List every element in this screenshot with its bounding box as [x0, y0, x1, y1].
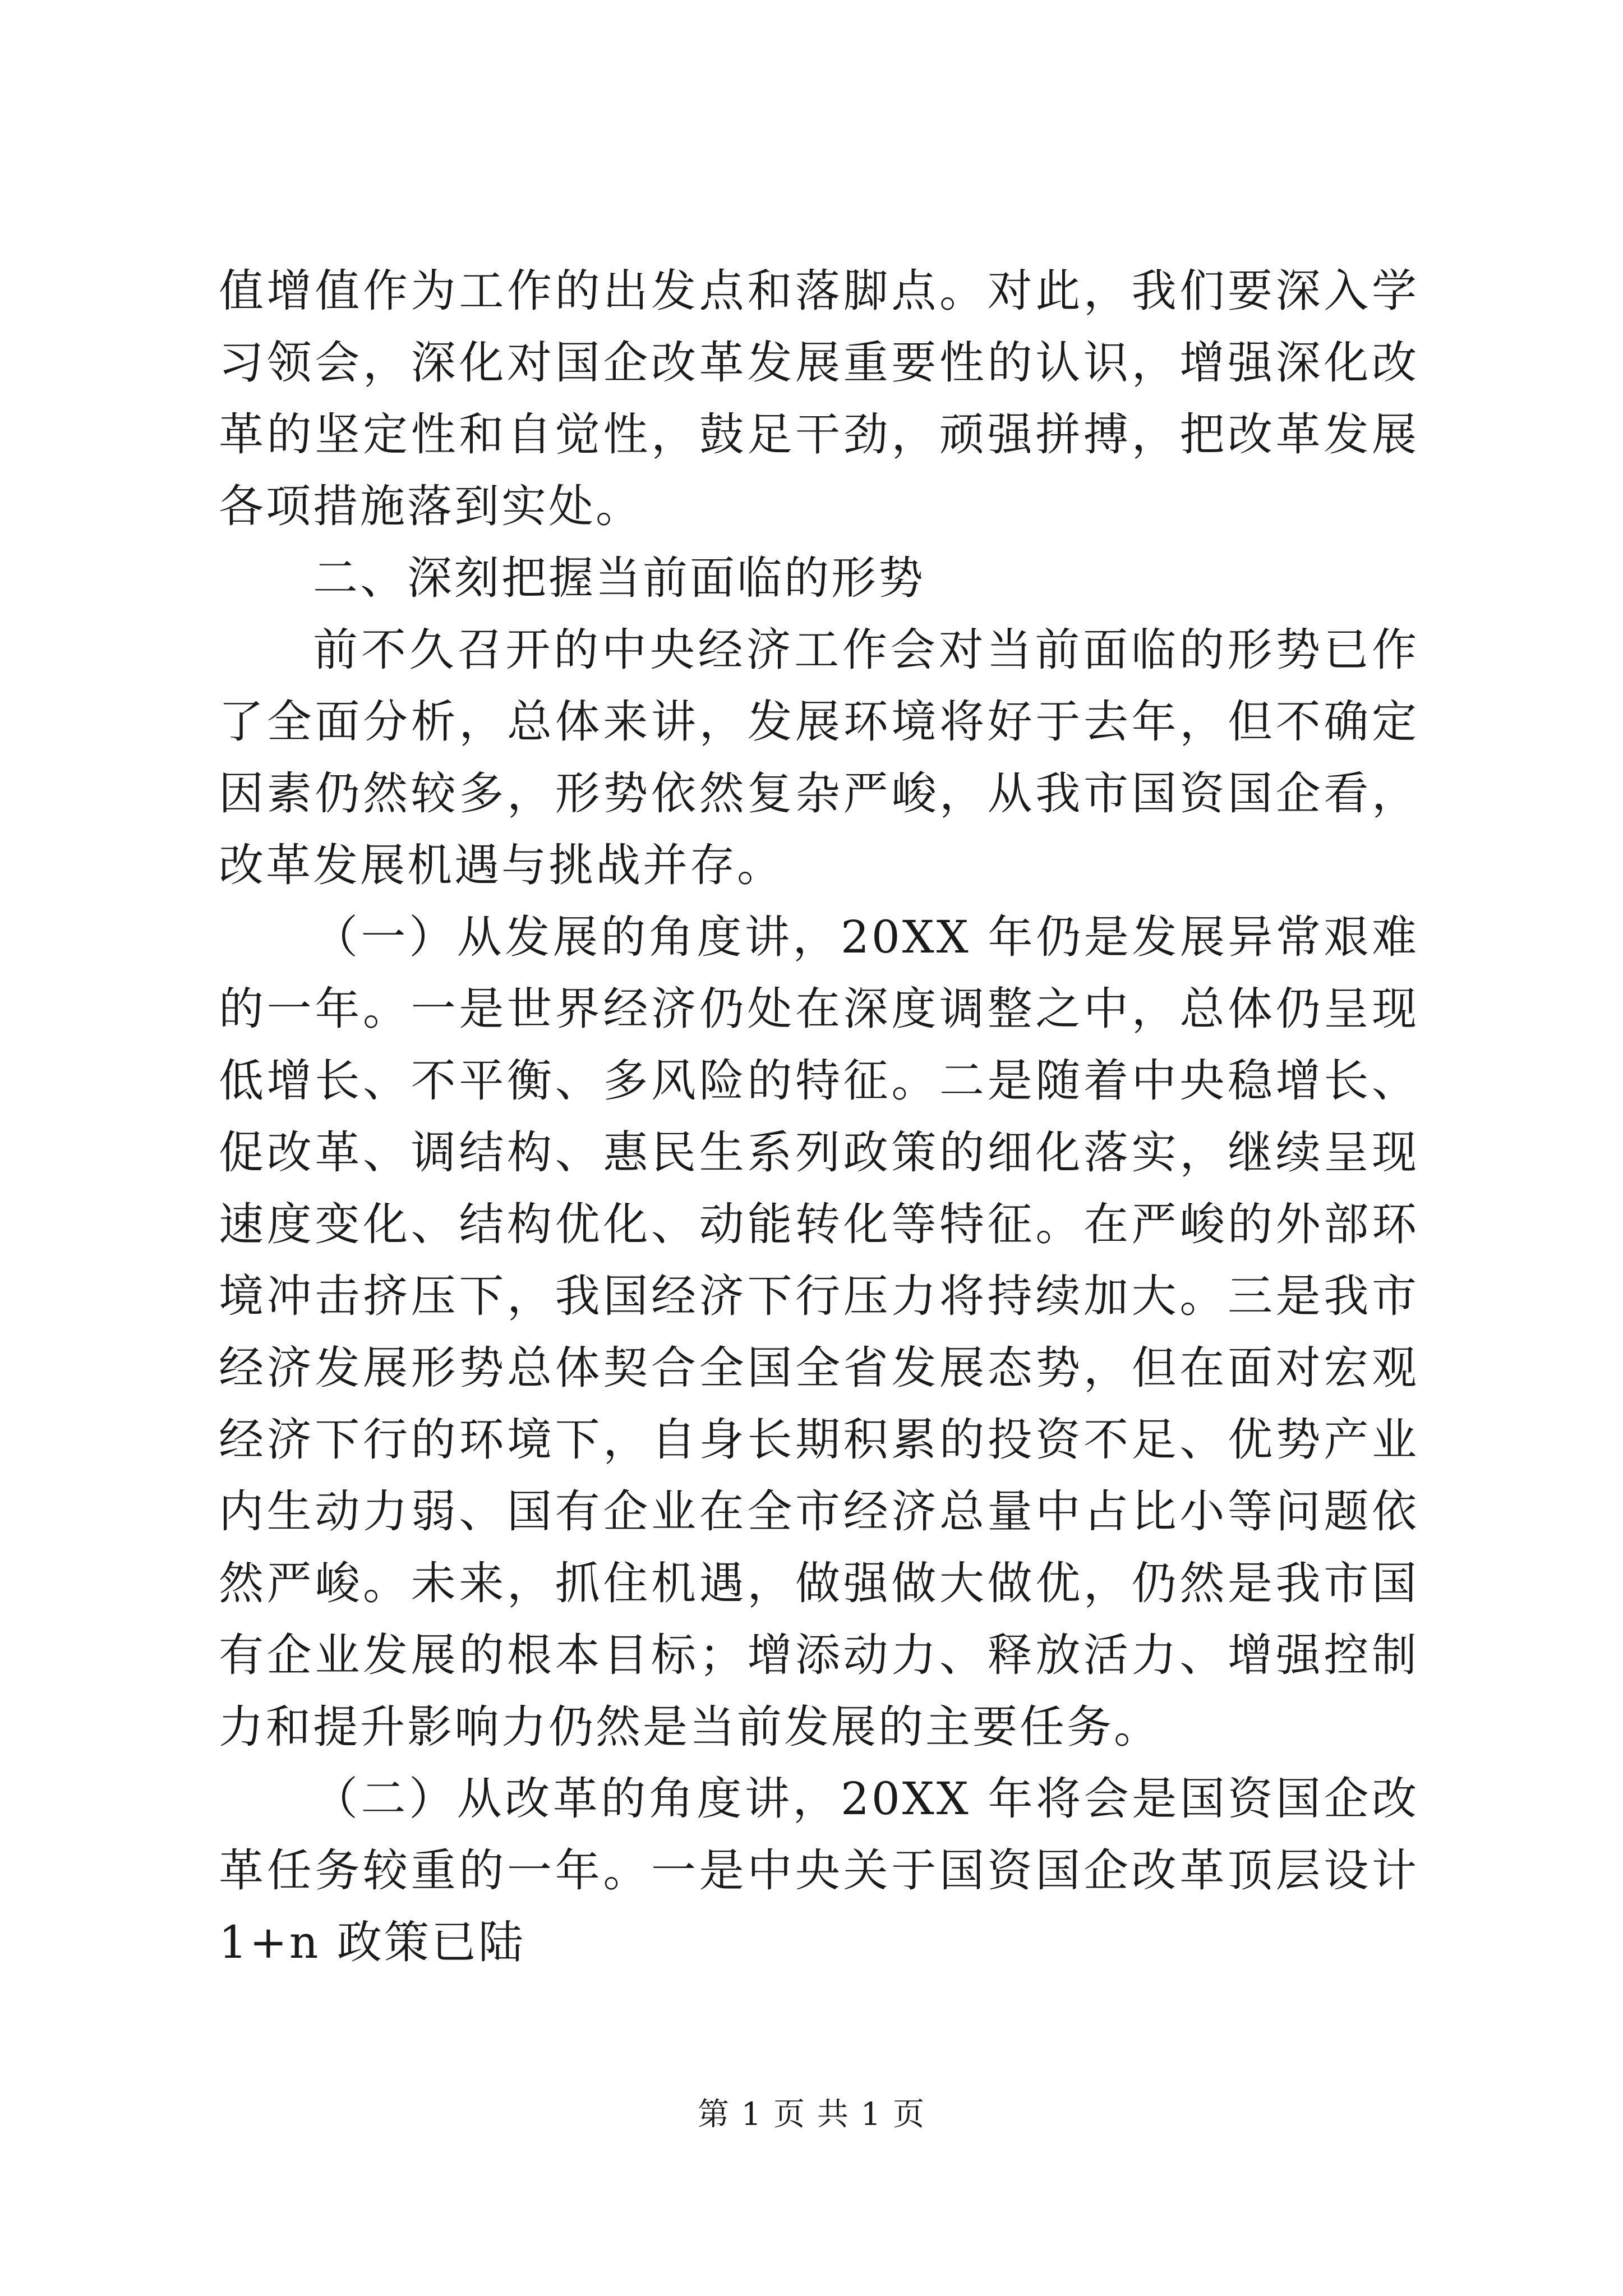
section-heading: 二、深刻把握当前面临的形势: [313, 552, 925, 604]
paragraph-continuation: 值增值作为工作的出发点和落脚点。对此，我们要深入学习领会，深化对国企改革发展重要性的认识，增强深化改革的坚定性和自觉性，鼓足干劲，顽强拼搏，把改革发展各项措施落到实处。: [219, 265, 1419, 532]
paragraph-reform-perspective: （二）从改革的角度讲，20XX 年将会是国资国企改革任务较重的一年。一是中央关于国资国企改革顶层设计 1+n 政策已陆: [219, 1773, 1419, 1968]
paragraph-development-perspective: （一）从发展的角度讲，20XX 年仍是发展异常艰难的一年。一是世界经济仍处在深度调整之中，总体仍呈现低增长、不平衡、多风险的特征。二是随着中央稳增长、促改革、调结构、惠民生系列政策的细化落实，继续呈现速度变化、结构优化、动能转化等特征。在严峻的外部环境冲击挤压下，我国经济下行压力将持续加大。三是我市经济发展形势总体契合全国全省发展态势，但在面对宏观经济下行的环境下，自身长期积累的投资不足、优势产业内生动力弱、国有企业在全市经济总量中占比小等问题依然严峻。未来，抓住机遇，做强做大做优，仍然是我市国有企业发展的根本目标；增添动力、释放活力、增强控制力和提升影响力仍然是当前发展的主要任务。: [219, 911, 1419, 1753]
paragraph-situation-overview: 前不久召开的中央经济工作会对当前面临的形势已作了全面分析，总体来讲，发展环境将好于去年，但不确定因素仍然较多，形势依然复杂严峻，从我市国资国企看，改革发展机遇与挑战并存。: [219, 624, 1419, 891]
document-body: [219, 255, 1419, 1978]
page-footer: 第 1 页 共 1 页: [697, 2096, 926, 2133]
